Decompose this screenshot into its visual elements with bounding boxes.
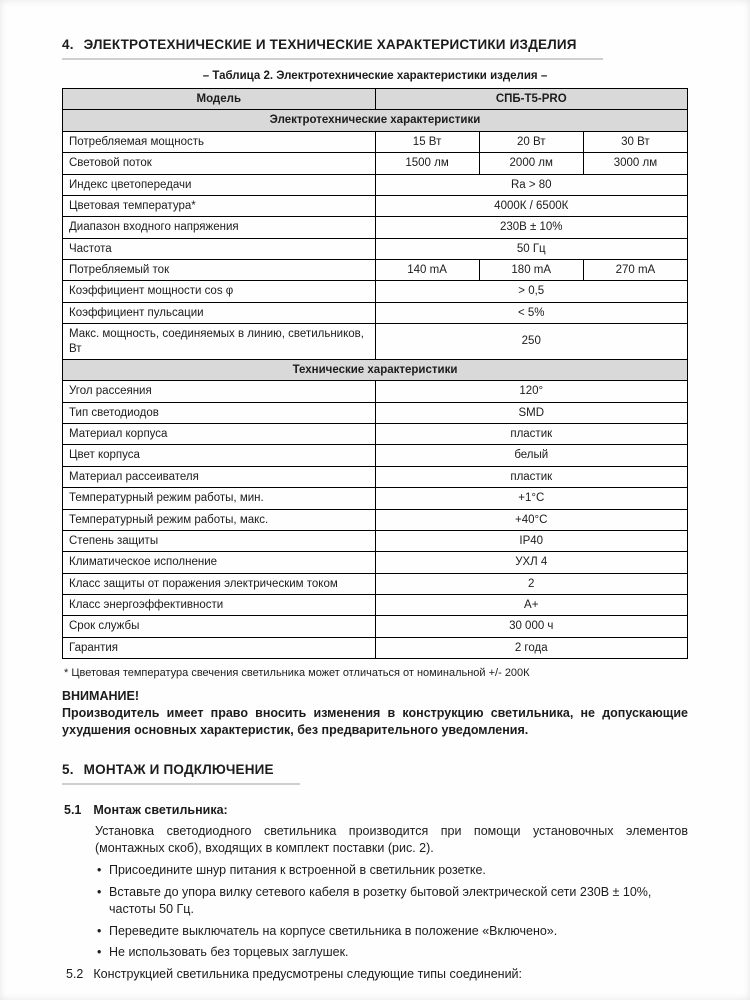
row-value: А+ — [375, 595, 688, 616]
section-5-heading-wrap — [62, 761, 688, 785]
table-section-title: Электротехнические характеристики — [63, 110, 688, 131]
bullet-item — [97, 923, 688, 940]
row-value: 30 Вт — [583, 131, 687, 152]
table-row — [63, 552, 688, 573]
row-label: Класс энергоэффективности — [63, 595, 376, 616]
install-intro-paragraph: Установка светодиодного светильника производится при помощи установочных элементов (монтажных скоб), входящих в комплект поставки (рис. 2). — [95, 823, 688, 856]
row-label: Индекс цветопередачи — [63, 174, 376, 195]
table-row — [63, 281, 688, 302]
table-caption: – Таблица 2. Электротехнические характеристики изделия – — [202, 70, 548, 82]
row-label: Гарантия — [63, 637, 376, 658]
row-value: 230В ± 10% — [375, 217, 688, 238]
table-row — [63, 402, 688, 423]
table-header-row — [63, 89, 688, 110]
table-section-title: Технические характеристики — [63, 359, 688, 380]
table-row — [63, 466, 688, 487]
bullet-item — [97, 884, 688, 918]
bullet-item — [97, 944, 688, 961]
section-5-heading — [62, 762, 300, 785]
row-value: 250 — [375, 324, 688, 360]
row-value: 120° — [375, 381, 688, 402]
table-row — [63, 488, 688, 509]
row-value: 50 Гц — [375, 238, 688, 259]
subsection-5-1-number: 5.1 — [64, 802, 82, 817]
row-label: Класс защиты от поражения электрическим током — [63, 573, 376, 594]
row-label: Частота — [63, 238, 376, 259]
subsection-5-1-title: Монтаж светильника: — [93, 802, 228, 817]
table-section-row — [63, 110, 688, 131]
row-label: Климатическое исполнение — [63, 552, 376, 573]
table-row — [63, 174, 688, 195]
row-value: 2 года — [375, 637, 688, 658]
row-label: Диапазон входного напряжения — [63, 217, 376, 238]
row-value: IP40 — [375, 530, 688, 551]
table-footnote: * Цветовая температура свечения светильника может отличаться от номинальной +/- 200К — [64, 667, 530, 680]
row-label: Угол рассеяния — [63, 381, 376, 402]
bullet-icon: • — [97, 923, 102, 938]
table-row — [63, 302, 688, 323]
table-row — [63, 424, 688, 445]
row-label: Потребляемый ток — [63, 260, 376, 281]
table-row — [63, 238, 688, 259]
row-value: 2000 лм — [479, 153, 583, 174]
section-4-heading — [62, 37, 603, 60]
row-label: Степень защиты — [63, 530, 376, 551]
row-value: 2 — [375, 573, 688, 594]
table-row — [63, 445, 688, 466]
row-label: Тип светодиодов — [63, 402, 376, 423]
section-4-heading-wrap — [62, 36, 688, 60]
row-label: Макс. мощность, соединяемых в линию, светильников, Вт — [63, 324, 376, 360]
table-row — [63, 381, 688, 402]
bullet-item — [97, 862, 688, 879]
row-label: Коэффициент пульсации — [63, 302, 376, 323]
row-label: Срок службы — [63, 616, 376, 637]
row-value: +40°С — [375, 509, 688, 530]
bullet-text: Переведите выключатель на корпусе светильника в положение «Включено». — [109, 923, 558, 938]
row-value: 270 mA — [583, 260, 687, 281]
row-value: +1°С — [375, 488, 688, 509]
row-value: < 5% — [375, 302, 688, 323]
row-value: пластик — [375, 424, 688, 445]
bullet-text: Не использовать без торцевых заглушек. — [109, 945, 349, 960]
table-row — [63, 153, 688, 174]
characteristics-table — [62, 88, 688, 659]
bullet-icon: • — [97, 945, 102, 960]
attention-body: Производитель имеет право вносить изменения в конструкцию светильника, не допускающие ухудшения основных характеристик, без предварительного уведомления. — [62, 706, 688, 737]
table-row — [63, 131, 688, 152]
table-row — [63, 260, 688, 281]
row-label: Материал корпуса — [63, 424, 376, 445]
row-label: Температурный режим работы, макс. — [63, 509, 376, 530]
subsection-5-1-heading — [64, 803, 688, 817]
row-value: белый — [375, 445, 688, 466]
attention-title: ВНИМАНИЕ! — [62, 689, 139, 704]
row-label: Потребляемая мощность — [63, 131, 376, 152]
table-row — [63, 195, 688, 216]
row-value: УХЛ 4 — [375, 552, 688, 573]
row-label: Цвет корпуса — [63, 445, 376, 466]
row-value: 3000 лм — [583, 153, 687, 174]
table-row — [63, 573, 688, 594]
table-section-row — [63, 359, 688, 380]
bullet-text: Присоедините шнур питания к встроенной в светильник розетке. — [109, 862, 486, 877]
table-row — [63, 637, 688, 658]
row-value: Ra > 80 — [375, 174, 688, 195]
table-row — [63, 324, 688, 360]
row-label: Цветовая температура* — [63, 195, 376, 216]
bullet-icon: • — [97, 862, 102, 877]
model-value-cell: СПБ-Т5-PRO — [375, 89, 688, 110]
row-value: 180 mA — [479, 260, 583, 281]
table-row — [63, 616, 688, 637]
bullet-text: Вставьте до упора вилку сетевого кабеля в розетку бытовой электрической сети 230В ± 10%, частоты 50 Гц. — [109, 884, 652, 916]
install-bullets — [97, 862, 688, 961]
subsection-5-2-number: 5.2 — [66, 967, 84, 982]
table-row — [63, 509, 688, 530]
model-label-cell: Модель — [63, 89, 376, 110]
row-value: 140 mA — [375, 260, 479, 281]
table-row — [63, 530, 688, 551]
row-label: Коэффициент мощности cos φ — [63, 281, 376, 302]
bullet-icon: • — [97, 884, 102, 899]
row-value: 30 000 ч — [375, 616, 688, 637]
row-label: Световой поток — [63, 153, 376, 174]
characteristics-table-body — [63, 110, 688, 659]
section-5-number: 5. — [62, 761, 74, 777]
section-4-title: ЭЛЕКТРОТЕХНИЧЕСКИЕ И ТЕХНИЧЕСКИЕ ХАРАКТЕРИСТИКИ ИЗДЕЛИЯ — [83, 37, 577, 52]
section-5-title: МОНТАЖ И ПОДКЛЮЧЕНИЕ — [83, 761, 274, 777]
row-value: > 0,5 — [375, 281, 688, 302]
row-value: 20 Вт — [479, 131, 583, 152]
row-value: 4000К / 6500К — [375, 195, 688, 216]
row-value: пластик — [375, 466, 688, 487]
subsection-5-2-line — [66, 967, 688, 981]
table-row — [63, 217, 688, 238]
row-value: SMD — [375, 402, 688, 423]
row-value: 1500 лм — [375, 153, 479, 174]
section-4-number: 4. — [62, 37, 74, 52]
table-row — [63, 595, 688, 616]
subsection-5-2-text: Конструкцией светильника предусмотрены следующие типы соединений: — [93, 967, 523, 982]
row-value: 15 Вт — [375, 131, 479, 152]
row-label: Материал рассеивателя — [63, 466, 376, 487]
row-label: Температурный режим работы, мин. — [63, 488, 376, 509]
